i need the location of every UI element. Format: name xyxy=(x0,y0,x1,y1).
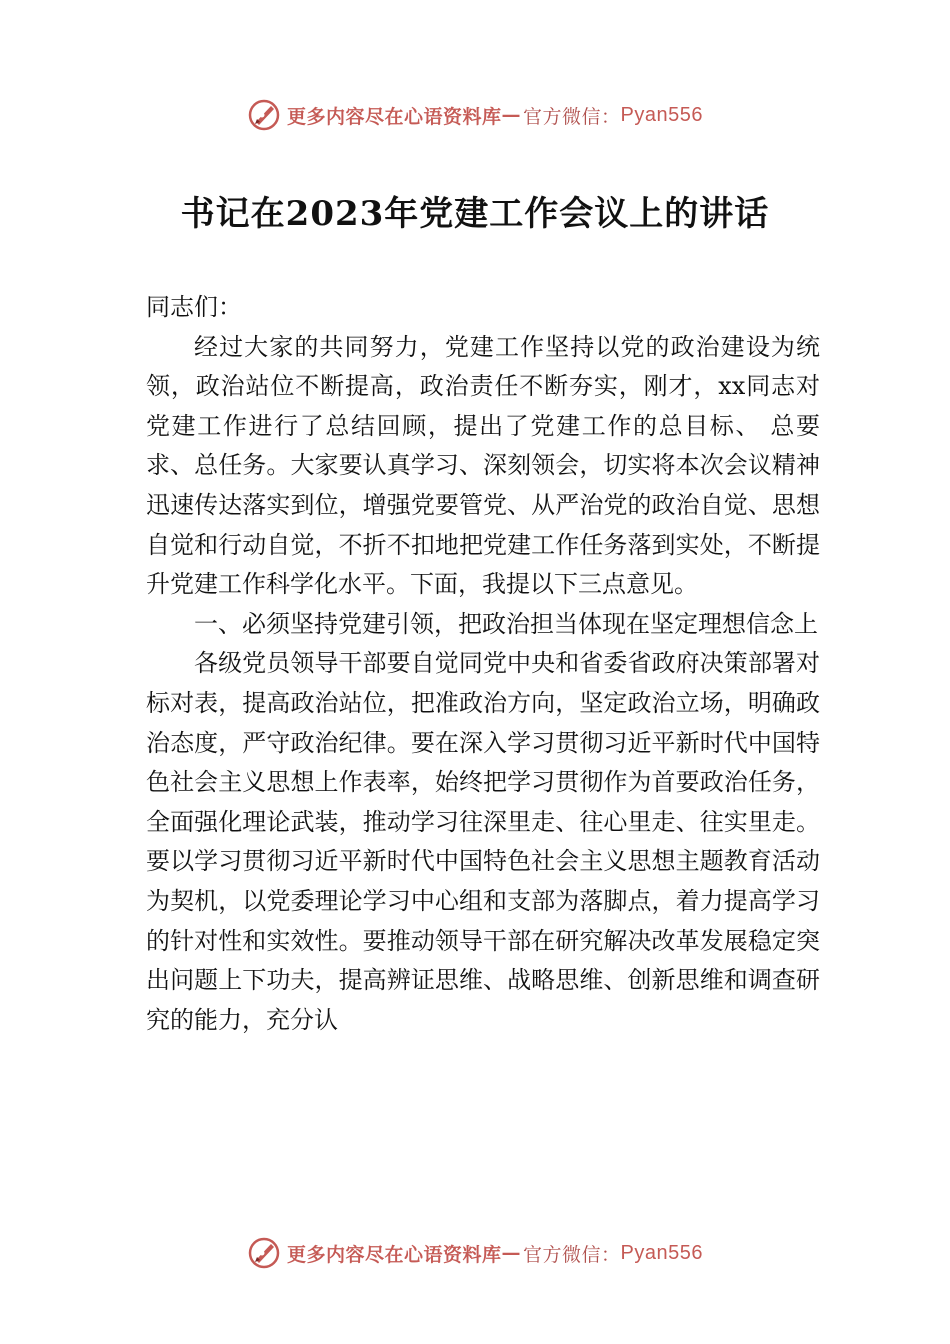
brand-logo-icon xyxy=(247,1236,281,1270)
banner-wechat-label: 官方微信： xyxy=(523,1243,621,1266)
brand-logo-icon xyxy=(247,98,281,132)
footer-banner xyxy=(0,1233,950,1273)
banner-dash: — xyxy=(501,1242,522,1264)
paragraph-section-1: 各级党员领导干部要自觉同党中央和省委省政府决策部署对标对表，提高政治站位，把准政治方向，坚定政治立场，明确政治态度，严守政治纪律。要在深入学习贯彻习近平新时代中国特色社会主义思想上作表率，始终把学习贯彻作为首要政治任务，全面强化理论武装，推动学习往深里走、往心里走、往实里走。要以学习贯彻习近平新时代中国特色社会主义思想主题教育活动为契机，以党委理论学习中心组和支部为落脚点，着力提高学习的针对性和实效性。要推动领导干部在研究解决改革发展稳定突出问题上下功夫，提高辨证思维、战略思维、创新思维和调查研究的能力，充分认 xyxy=(146,649,820,1034)
banner-dash: — xyxy=(501,104,522,126)
paragraph-intro: 经过大家的共同努力，党建工作坚持以党的政治建设为统领，政治站位不断提高，政治责任不断夯实，刚才，xx同志对党建工作进行了总结回顾，提出了党建工作的总目标、 总要求、总任务。大家要认真学习、深刻领会，切实将本次会议精神迅速传达落实到位，增强党要管党、从严治党的政治自觉、思想自觉和行动自觉，不折不扣地把党建工作任务落到实处，不断提升党建工作科学化水平。下面，我提以下三点意见。 xyxy=(146,332,820,599)
banner-brand-text: 更多内容尽在心语资料库 xyxy=(287,105,502,128)
banner-wechat-id: Pyan556 xyxy=(620,1241,703,1264)
section-heading-1: 一、必须坚持党建引领，把政治担当体现在坚定理想信念上 xyxy=(194,609,818,638)
banner-brand-text: 更多内容尽在心语资料库 xyxy=(287,1243,502,1266)
salutation: 同志们： xyxy=(146,293,242,321)
banner-wechat-id: Pyan556 xyxy=(620,103,703,126)
banner-wechat-label: 官方微信： xyxy=(523,105,621,128)
header-banner xyxy=(0,95,950,135)
document-body xyxy=(146,288,820,1040)
document-title: 书记在2023年党建工作会议上的讲话 xyxy=(180,194,770,234)
